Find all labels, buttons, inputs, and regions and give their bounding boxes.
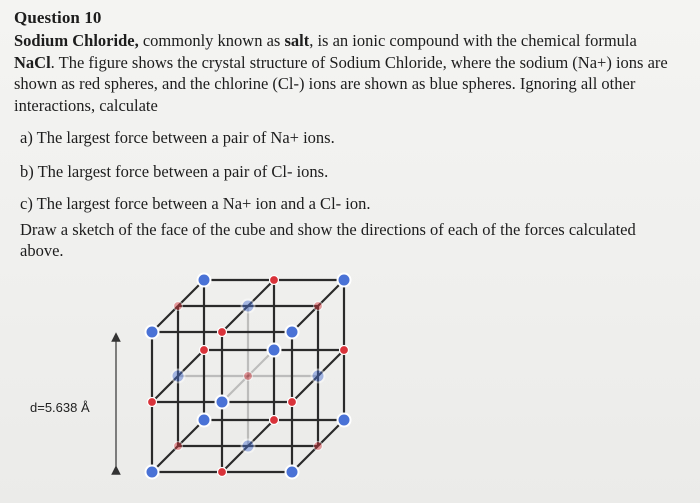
part-b: b) The largest force between a pair of Cl- ions.	[20, 162, 329, 181]
lattice-edge	[152, 376, 178, 402]
lattice-edge	[178, 350, 204, 376]
lattice-edge	[178, 280, 204, 306]
chlorine-ion	[146, 466, 159, 479]
lattice-edge	[222, 376, 248, 402]
part-a: a) The largest force between a pair of Na+ ions.	[20, 128, 335, 147]
formula-bold-term: NaCl	[14, 52, 51, 72]
lattice-edge	[178, 420, 204, 446]
intro-text-2: , is an ionic compound with the chemical formula	[309, 31, 637, 50]
chlorine-ion	[146, 326, 159, 339]
sodium-ion	[270, 416, 279, 425]
lattice-edge	[152, 446, 178, 472]
salt-bold-term: salt	[284, 31, 310, 50]
sodium-ion	[314, 442, 323, 451]
lattice-edge	[248, 420, 274, 446]
lattice-edge	[318, 420, 344, 446]
chlorine-ion	[338, 414, 351, 427]
lattice-edge	[222, 306, 248, 332]
chlorine-ion	[312, 370, 325, 383]
part-c: c) The largest force between a Na+ ion and a Cl- ion.	[20, 194, 371, 213]
lattice-edge	[152, 306, 178, 332]
lattice-edge	[248, 350, 274, 376]
sodium-ion	[148, 398, 157, 407]
chlorine-ion	[242, 440, 255, 453]
chlorine-ion	[242, 300, 255, 313]
intro-bold-term: Sodium Chloride,	[14, 31, 139, 50]
sketch-instruction: Draw a sketch of the face of the cube and show the directions of each of the forces calculated above.	[20, 220, 636, 260]
lattice-edge	[318, 350, 344, 376]
lattice-edge	[292, 446, 318, 472]
chlorine-ion	[338, 274, 351, 287]
chlorine-ion	[216, 396, 229, 409]
sodium-ion	[314, 302, 323, 311]
sodium-ion	[244, 372, 253, 381]
lattice-edge	[222, 446, 248, 472]
intro-text-3: . The figure shows the crystal structure of Sodium Chloride, where the sodium (Na+) ions are shown as red spheres, and the chlorine (Cl-) ions are shown as blue spheres. Ignoring all other interactions, calculate	[14, 52, 668, 115]
sodium-ion	[174, 442, 183, 451]
sodium-ion	[174, 302, 183, 311]
sodium-ion	[340, 346, 349, 355]
lattice-edge	[292, 306, 318, 332]
sodium-ion	[218, 328, 227, 337]
chlorine-ion	[198, 274, 211, 287]
sodium-ion	[218, 468, 227, 477]
question-title: Question 10	[14, 8, 102, 27]
intro-text-1: commonly known as	[138, 31, 285, 50]
dimension-label: d=5.638 Å	[30, 400, 90, 415]
chlorine-ion	[172, 370, 185, 383]
chlorine-ion	[268, 344, 281, 357]
chlorine-ion	[286, 326, 299, 339]
chlorine-ion	[198, 414, 211, 427]
sodium-ion	[270, 276, 279, 285]
lattice-atoms	[146, 274, 351, 479]
sodium-ion	[200, 346, 209, 355]
lattice-edge	[318, 280, 344, 306]
lattice-edge	[292, 376, 318, 402]
chlorine-ion	[286, 466, 299, 479]
lattice-edge	[248, 280, 274, 306]
lattice-lines	[152, 280, 344, 472]
question-intro	[14, 30, 674, 116]
sodium-ion	[288, 398, 297, 407]
